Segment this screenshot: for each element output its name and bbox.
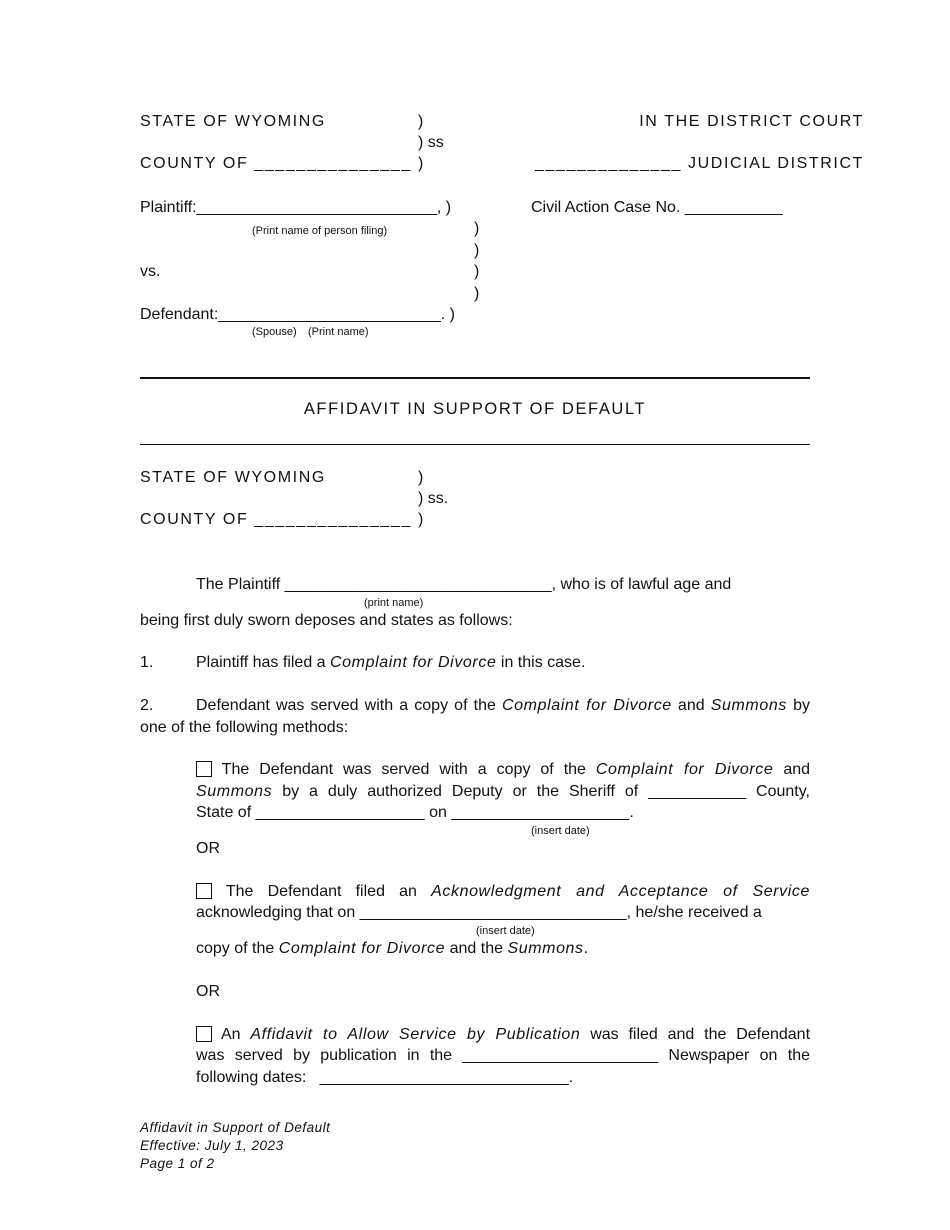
option-b-line-3: copy of the Complaint for Divorce and the Summons. [196, 940, 589, 957]
or-label-2: OR [196, 983, 220, 1000]
venue-state: STATE OF WYOMING [140, 469, 326, 486]
caption-paren-5: ) [474, 263, 480, 280]
defendant-hint-spouse: (Spouse) [252, 326, 297, 338]
defendant-hint-name: (Print name) [308, 326, 369, 338]
plaintiff-line: Plaintiff:___________________________, ) [140, 199, 452, 216]
title-top-rule [140, 377, 810, 379]
option-b-line-2: acknowledging that on ______________________________, he/she received a [196, 904, 762, 921]
venue-county: COUNTY OF _______________ [140, 511, 412, 528]
venue-ss: ) ss. [418, 490, 449, 507]
item-2-number: 2. [140, 697, 154, 714]
or-label-1: OR [196, 840, 220, 857]
caption-ss: ) ss [418, 134, 444, 151]
footer-form-name: Affidavit in Support of Default [140, 1120, 331, 1135]
option-c-line-2: was served by publication in the ______________________ Newspaper on the [196, 1047, 810, 1064]
option-c-line-3: following dates: ____________________________. [196, 1069, 574, 1086]
option-a-line-1: The Defendant was served with a copy of the Complaint for Divorce and [196, 761, 810, 779]
item-1-number: 1. [140, 654, 154, 671]
caption-paren-2: ) [418, 155, 425, 172]
option-a-date-hint: (insert date) [531, 825, 590, 837]
venue-paren-2: ) [418, 511, 424, 528]
option-c-line-1: An Affidavit to Allow Service by Publication was filed and the Defendant [196, 1026, 810, 1044]
option-b-date-hint: (insert date) [476, 925, 535, 937]
plaintiff-hint: (Print name of person filing) [252, 225, 388, 237]
caption-paren-1: ) [418, 113, 424, 130]
intro-line-1: The Plaintiff ______________________________, who is of lawful age and [196, 576, 732, 593]
option-a-checkbox[interactable] [196, 761, 212, 777]
option-b-line-1: The Defendant filed an Acknowledgment and Acceptance of Service [196, 883, 810, 901]
caption-paren-6: ) [474, 285, 480, 302]
footer-page-number: Page 1 of 2 [140, 1156, 215, 1171]
footer-effective-date: Effective: July 1, 2023 [140, 1138, 284, 1153]
court-name: IN THE DISTRICT COURT [639, 113, 864, 130]
caption-paren-3: ) [474, 220, 480, 237]
print-name-hint: (print name) [364, 597, 424, 609]
venue-paren-1: ) [418, 469, 424, 486]
item-1-text: Plaintiff has filed a Complaint for Divorce in this case. [196, 654, 586, 671]
option-a-line-2: Summons by a duly authorized Deputy or the Sheriff of ___________ County, [196, 783, 810, 800]
option-c-checkbox[interactable] [196, 1026, 212, 1042]
caption-county: COUNTY OF _______________ [140, 155, 412, 172]
title-bottom-rule [140, 444, 810, 445]
item-2-text: Defendant was served with a copy of the Complaint for Divorce and Summons by [196, 697, 810, 714]
caption-state: STATE OF WYOMING [140, 113, 326, 130]
caption-paren-4: ) [474, 242, 480, 259]
defendant-line: Defendant:_________________________. ) [140, 306, 455, 323]
option-b-checkbox[interactable] [196, 883, 212, 899]
option-a-line-3: State of ___________________ on ____________________. [196, 804, 634, 821]
intro-line-2: being first duly sworn deposes and states as follows: [140, 612, 513, 629]
vs-label: vs. [140, 263, 161, 280]
page-title: AFFIDAVIT IN SUPPORT OF DEFAULT [303, 400, 647, 418]
civil-action-case-no: Civil Action Case No. ___________ [531, 199, 783, 216]
judicial-district: ______________ JUDICIAL DISTRICT [535, 155, 864, 172]
item-2-text-line-2: one of the following methods: [140, 719, 349, 736]
